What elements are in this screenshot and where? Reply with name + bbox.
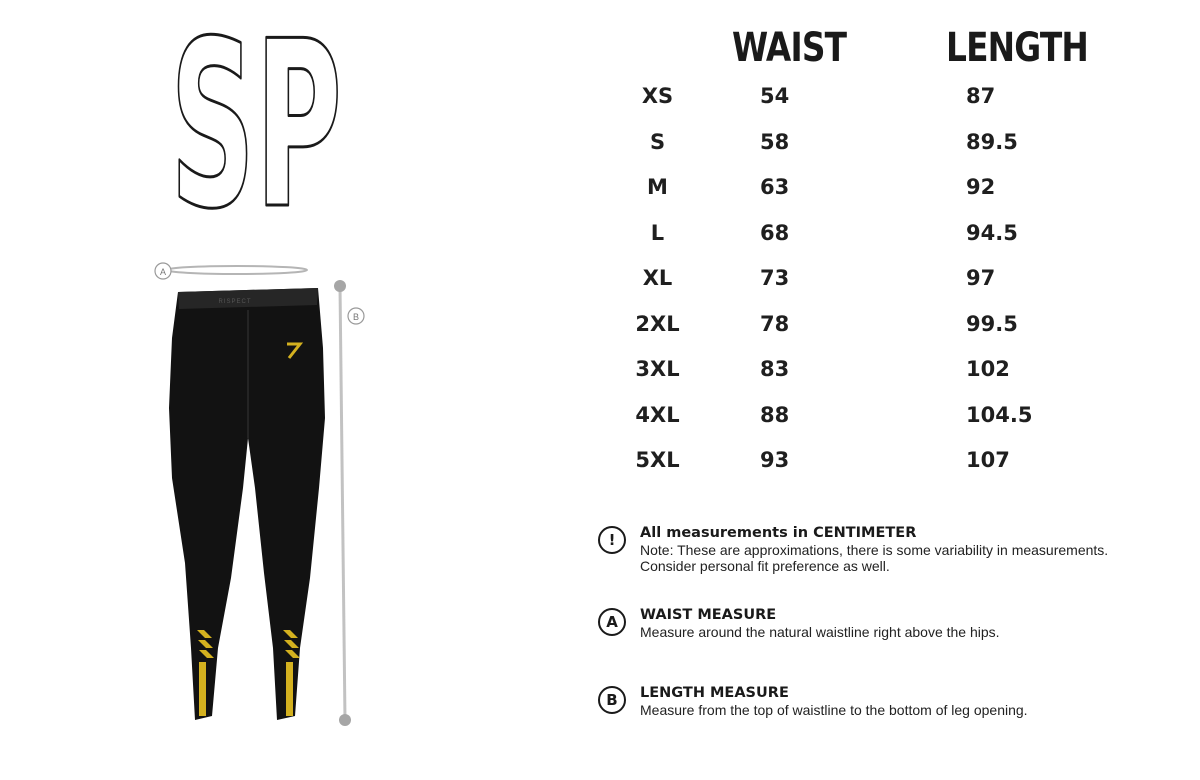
length-cell: 87 [966, 84, 996, 108]
leggings-illustration [140, 18, 380, 738]
marker-a-badge-icon: A [598, 608, 626, 636]
waist-cell: 73 [760, 266, 790, 290]
size-chart-table [600, 20, 1120, 492]
waist-cell: 93 [760, 448, 790, 472]
waist-cell: 58 [760, 129, 790, 154]
size-cell: 3XL [635, 357, 680, 381]
right-ankle-tape [286, 662, 293, 716]
note-waist-description: Measure around the natural waistline right above the hips. [640, 624, 1000, 640]
table-header-row [600, 20, 1120, 82]
length-cell: 99.5 [966, 311, 1018, 336]
waist-cell: 78 [760, 311, 790, 336]
waist-cell: 83 [760, 357, 790, 381]
size-cell: XS [641, 84, 674, 108]
brand-logo-text: SP [170, 0, 342, 260]
exclamation-icon: ! [598, 526, 626, 554]
length-column-header: LENGTH [946, 25, 1089, 71]
note-units-line-2: Consider personal fit preference as well. [640, 558, 890, 574]
note-waist-title: WAIST MEASURE [640, 607, 777, 623]
table-row [600, 401, 1120, 447]
length-guide-top-dot [334, 280, 346, 292]
waist-cell: 63 [760, 175, 790, 199]
length-cell: 104.5 [966, 402, 1033, 427]
table-row [600, 128, 1120, 174]
table-row [600, 446, 1120, 492]
waist-cell: 68 [760, 220, 790, 245]
note-length-title: LENGTH MEASURE [640, 685, 789, 701]
size-cell: M [647, 175, 668, 199]
length-cell: 89.5 [966, 129, 1018, 154]
size-cell: 2XL [635, 311, 680, 336]
note-length-description: Measure from the top of waistline to the bottom of leg opening. [640, 702, 1028, 718]
waist-column-header: WAIST [732, 25, 847, 71]
note-units-line-1: Note: These are approximations, there is some variability in measurements. [640, 542, 1109, 558]
length-guide-line [340, 286, 345, 720]
marker-a-label: A [159, 267, 167, 277]
table-row [600, 264, 1120, 310]
table-row [600, 355, 1120, 401]
table-row [600, 82, 1120, 128]
marker-b-label: B [352, 312, 360, 322]
table-row [600, 310, 1120, 356]
length-cell: 97 [966, 266, 996, 290]
length-guide-bottom-dot [339, 714, 351, 726]
left-ankle-tape [199, 662, 206, 716]
note-units-title: All measurements in CENTIMETER [640, 525, 917, 541]
length-cell: 102 [966, 357, 1010, 381]
table-body [600, 82, 1120, 492]
size-cell: XL [642, 266, 673, 290]
waist-cell: 54 [760, 84, 790, 108]
leggings-body [169, 288, 325, 720]
marker-b-badge-icon: B [598, 686, 626, 714]
length-cell: 107 [966, 448, 1010, 472]
table-row [600, 173, 1120, 219]
waist-cell: 88 [760, 402, 790, 427]
table-row [600, 219, 1120, 265]
length-cell: 92 [966, 175, 996, 199]
size-cell: 4XL [635, 402, 680, 427]
size-cell: L [650, 220, 665, 245]
waist-guide-ellipse [167, 266, 307, 274]
length-cell: 94.5 [966, 220, 1018, 245]
waistband-text: RISPECT [218, 299, 252, 305]
size-cell: S [649, 129, 666, 154]
size-cell: 5XL [635, 448, 680, 472]
